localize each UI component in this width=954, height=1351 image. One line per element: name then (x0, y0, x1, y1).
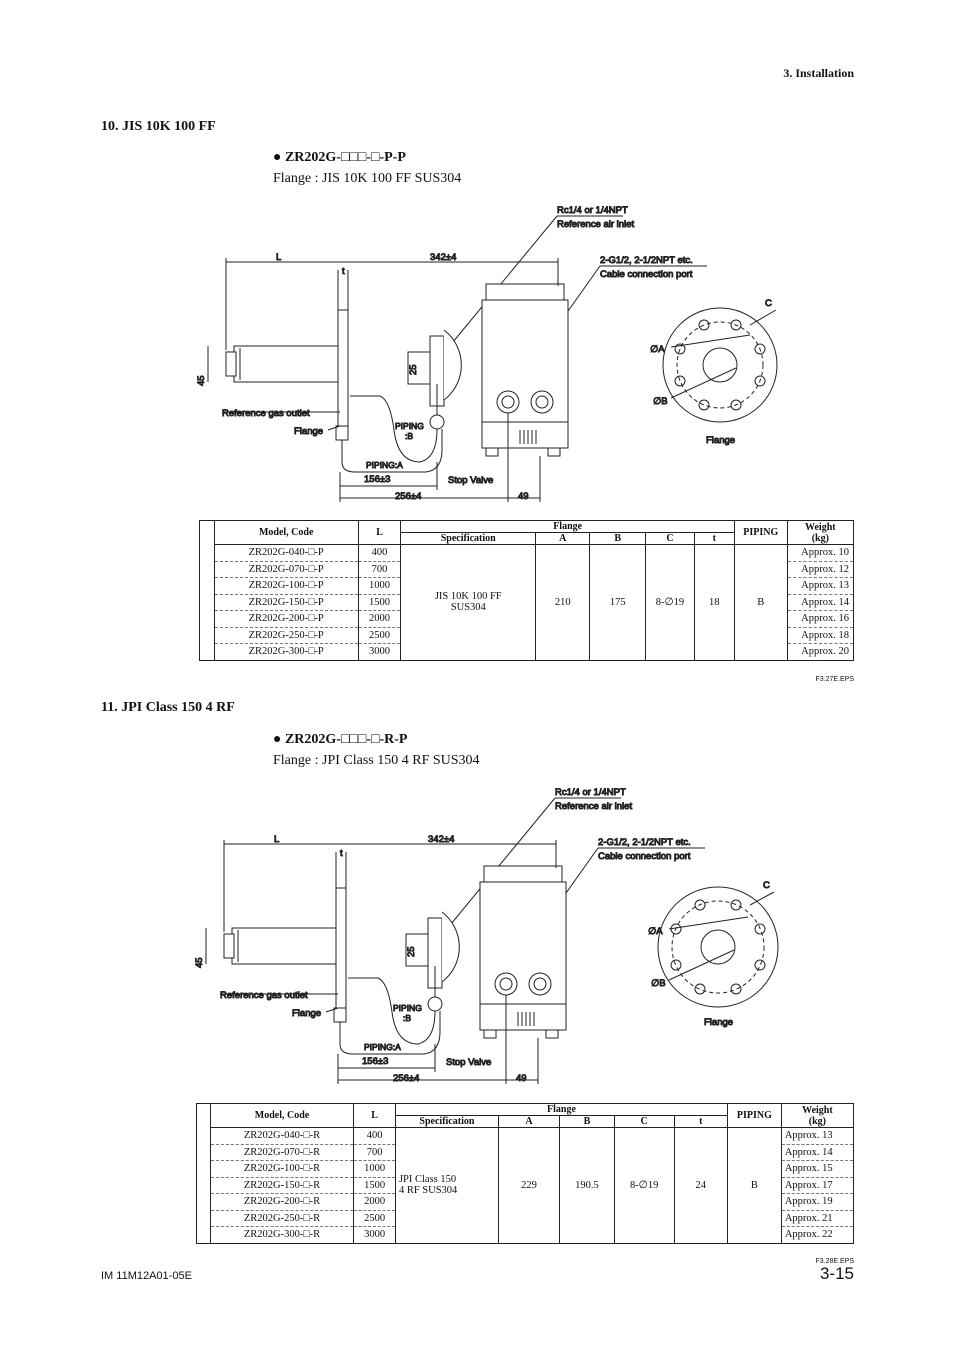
lbl-45: 45 (194, 957, 205, 968)
lbl-A: ∅A (648, 926, 663, 937)
lbl-L: L (274, 834, 280, 845)
lbl-156: 156±3 (364, 474, 391, 485)
eps-label-27: F3.27E.EPS (815, 676, 854, 683)
table-row: ZR202G-200-□-P 2000 Approx. 16 (200, 611, 854, 628)
lbl-flange2: Flange (704, 1017, 734, 1028)
lbl-25: 25 (408, 364, 419, 375)
lbl-256: 256±4 (395, 491, 422, 502)
lbl-cable: Cable connection port (600, 269, 693, 280)
lbl-B: ∅B (651, 978, 666, 989)
lbl-refgas: Reference gas outlet (222, 408, 310, 419)
lbl-refgas: Reference gas outlet (220, 990, 308, 1001)
table-row: ZR202G-250-□-P 2500 Approx. 18 (200, 627, 854, 644)
table-row: ZR202G-300-□-P 3000 Approx. 20 (200, 644, 854, 661)
table-row: ZR202G-200-□-R 2000 Approx. 19 (197, 1194, 854, 1211)
lbl-156: 156±3 (362, 1056, 389, 1067)
lbl-C: C (765, 298, 772, 309)
table-row: ZR202G-100-□-P 1000 Approx. 13 (200, 578, 854, 595)
lbl-g: 2-G1/2, 2-1/2NPT etc. (598, 837, 691, 848)
lbl-pipingb1: PIPING (395, 421, 424, 431)
lbl-flange: Flange (292, 1008, 322, 1019)
model-code-11: ● ZR202G-□□□-□-R-P (273, 732, 408, 747)
lbl-flange: Flange (294, 426, 324, 437)
spec-table-jpi: Model, Code L Flange PIPING Weight (kg) Specification A B C t ZR202G-040-□-R 400 JPI Class 150 4 RF SUS304 229 190.5 8-∅19 24 B Approx. 13 ZR202G-070-□-R 700 Approx. 14 ZR202G-100-□-R 1000 Approx. 15 ZR202G-150-□-R 1500 Approx. 17 ZR202G-200-□-R 2000 Approx. 19 ZR202G-250-□-R 2500 Approx. 21 ZR202G-300-□-R 3000 Approx. 22 (196, 1103, 854, 1244)
lbl-pipingb2: :B (405, 431, 414, 441)
drawing-jis (190, 200, 790, 510)
lbl-rc: Rc1/4 or 1/4NPT (557, 205, 628, 216)
flange-spec-10: Flange : JIS 10K 100 FF SUS304 (273, 171, 462, 186)
lbl-stop: Stop Valve (446, 1057, 492, 1068)
eps-label-28: F3.28E.EPS (815, 1258, 854, 1265)
lbl-L: L (276, 252, 282, 263)
lbl-A: ∅A (650, 344, 665, 355)
lbl-pipingb2: :B (403, 1013, 412, 1023)
lbl-t: t (340, 848, 343, 859)
model-code-10: ● ZR202G-□□□-□-P-P (273, 150, 406, 165)
lbl-g: 2-G1/2, 2-1/2NPT etc. (600, 255, 693, 266)
table-row: ZR202G-100-□-R 1000 Approx. 15 (197, 1161, 854, 1178)
lbl-len: 342±4 (428, 834, 455, 845)
table-row: ZR202G-150-□-R 1500 Approx. 17 (197, 1177, 854, 1194)
table-row: ZR202G-150-□-P 1500 Approx. 14 (200, 594, 854, 611)
lbl-air: Reference air inlet (555, 801, 633, 812)
lbl-49: 49 (518, 491, 529, 502)
lbl-cable: Cable connection port (598, 851, 691, 862)
chapter-header: 3. Installation (783, 66, 854, 80)
lbl-len: 342±4 (430, 252, 457, 263)
section-heading-10: 10. JIS 10K 100 FF (101, 119, 216, 134)
lbl-pipingb1: PIPING (393, 1003, 422, 1013)
table-row: ZR202G-070-□-P 700 Approx. 12 (200, 561, 854, 578)
lbl-pipinga: PIPING:A (366, 460, 403, 470)
lbl-rc: Rc1/4 or 1/4NPT (555, 787, 626, 798)
table-row: ZR202G-040-□-P 400 JIS 10K 100 FF SUS304 210 175 8-∅19 18 B Approx. 10 (200, 545, 854, 562)
lbl-stop: Stop Valve (448, 475, 494, 486)
lbl-t: t (342, 266, 345, 277)
lbl-B: ∅B (653, 396, 668, 407)
lbl-air: Reference air inlet (557, 219, 635, 230)
flange-spec-11: Flange : JPI Class 150 4 RF SUS304 (273, 753, 480, 768)
document-number: IM 11M12A01-05E (101, 1270, 192, 1282)
table-row: ZR202G-040-□-R 400 JPI Class 150 4 RF SUS304 229 190.5 8-∅19 24 B Approx. 13 (197, 1128, 854, 1145)
table-row: ZR202G-070-□-R 700 Approx. 14 (197, 1144, 854, 1161)
lbl-C: C (763, 880, 770, 891)
page-number: 3-15 (819, 1264, 854, 1283)
lbl-49: 49 (516, 1073, 527, 1084)
spec-table-jis: Model, Code L Flange PIPING Weight (kg) Specification A B C t ZR202G-040-□-P 400 JIS 10K 100 FF SUS304 210 175 8-∅19 18 B Approx. 10 ZR202G-070-□-P 700 Approx. 12 ZR202G-100-□-P 1000 Approx. 13 ZR202G-150-□-P 1500 Approx. 14 ZR202G-200-□-P 2000 Approx. 16 ZR202G-250-□-P 2500 Approx. 18 ZR202G-300-□-P 3000 Approx. 20 (199, 520, 854, 661)
table-row: ZR202G-300-□-R 3000 Approx. 22 (197, 1227, 854, 1244)
lbl-flange2: Flange (706, 435, 736, 446)
drawing-jpi (188, 782, 788, 1092)
lbl-25: 25 (406, 946, 417, 957)
lbl-45: 45 (196, 375, 207, 386)
lbl-pipinga: PIPING:A (364, 1042, 401, 1052)
lbl-256: 256±4 (393, 1073, 420, 1084)
table-row: ZR202G-250-□-R 2500 Approx. 21 (197, 1210, 854, 1227)
section-heading-11: 11. JPI Class 150 4 RF (101, 700, 235, 715)
